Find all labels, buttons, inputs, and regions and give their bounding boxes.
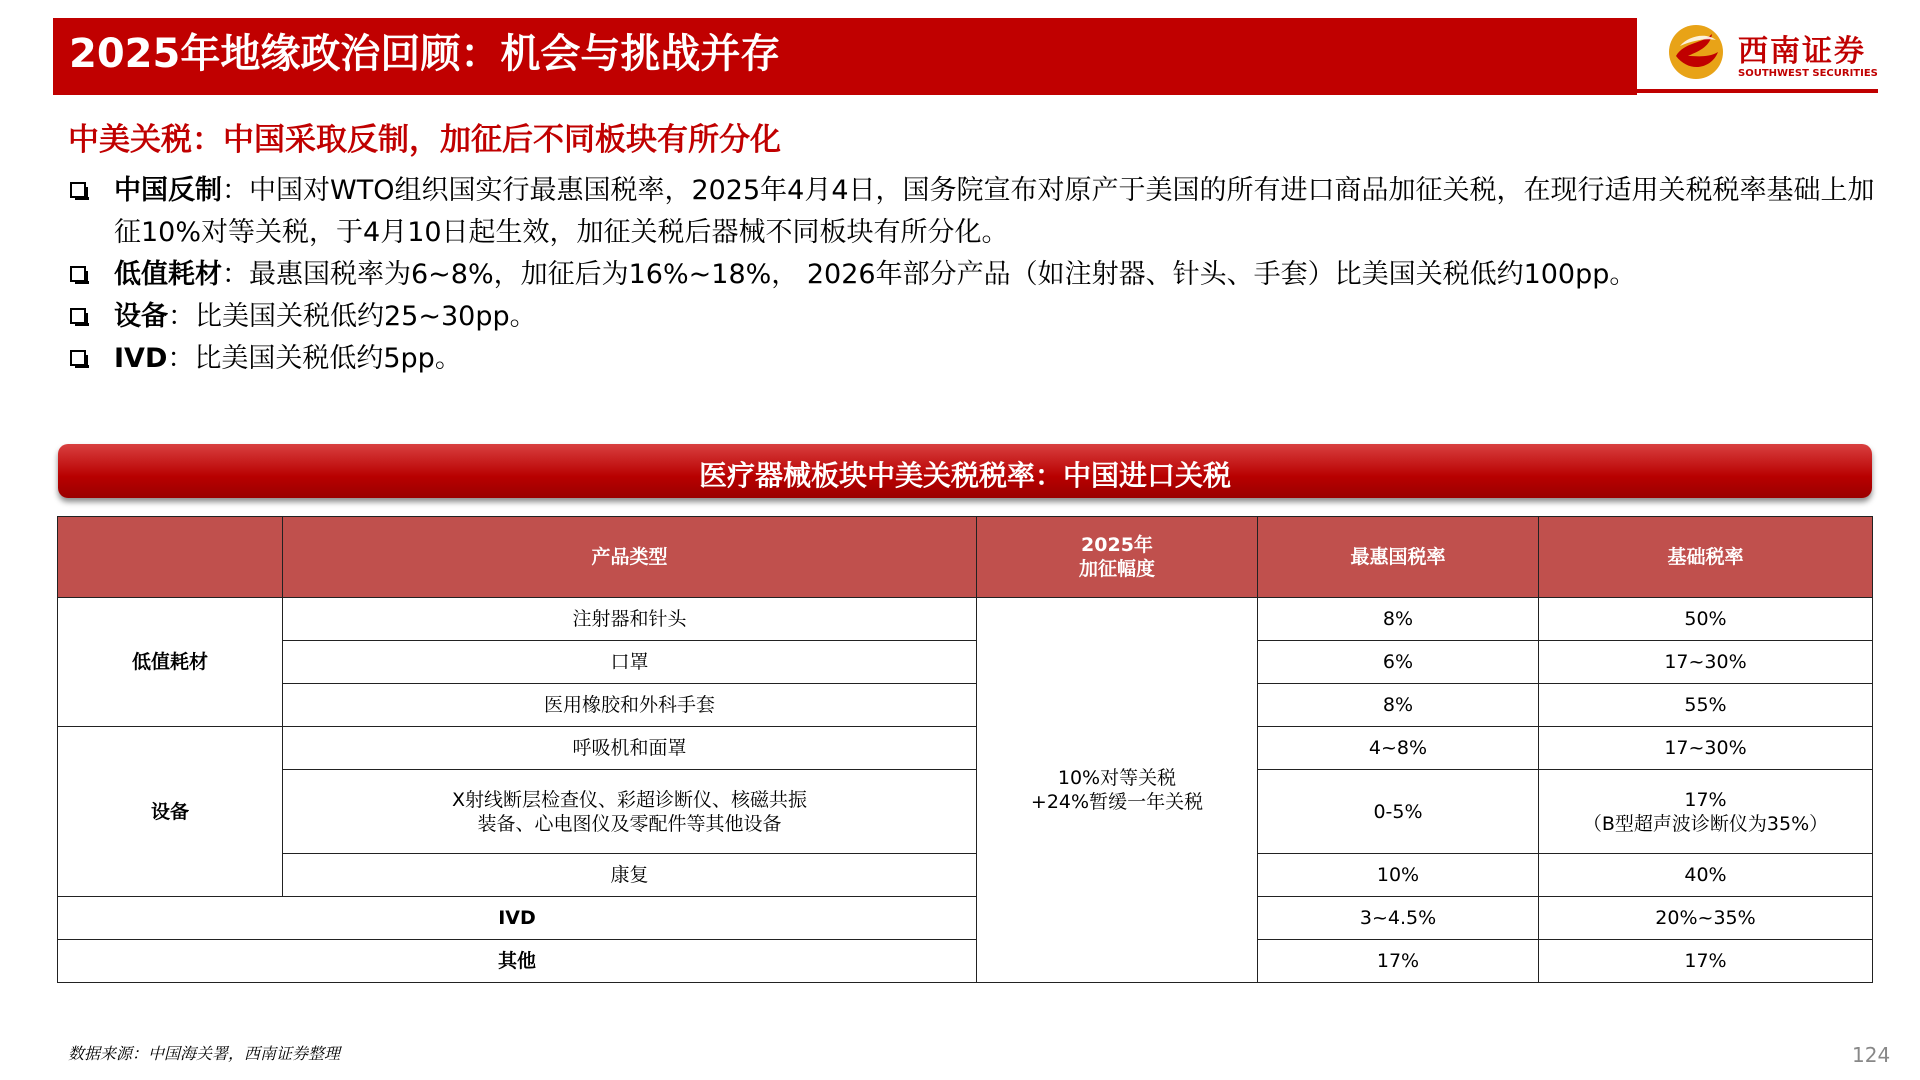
logo-chinese-name: 西南证券 (1738, 34, 1866, 69)
base-cell: 17% (1539, 940, 1873, 983)
checkbox-bullet-icon (70, 308, 86, 324)
table-row (58, 684, 1873, 727)
product-cell: IVD (58, 897, 977, 940)
header-product-type: 产品类型 (283, 517, 977, 598)
section-subtitle: 中美关税：中国采取反制，加征后不同板块有所分化 (68, 122, 781, 158)
base-cell: 17~30% (1539, 727, 1873, 770)
table-header-row (58, 517, 1873, 598)
group-low-value: 低值耗材 (58, 598, 283, 727)
base-cell: 40% (1539, 854, 1873, 897)
logo-mark-icon (1666, 22, 1726, 82)
base-line2: （B型超声波诊断仪为35%） (1582, 812, 1829, 835)
bullet-list (68, 170, 1880, 380)
mfn-cell: 3~4.5% (1258, 897, 1539, 940)
header-mfn-rate: 最惠国税率 (1258, 517, 1539, 598)
product-cell: 注射器和针头 (283, 598, 977, 641)
increase-line1: 10%对等关税 (1057, 767, 1177, 789)
mfn-cell: 4~8% (1258, 727, 1539, 770)
base-cell: 50% (1539, 598, 1873, 641)
bullet-item (68, 170, 1880, 254)
product-cell (283, 770, 977, 854)
product-cell: 医用橡胶和外科手套 (283, 684, 977, 727)
bullet-item (68, 338, 1880, 380)
table-row (58, 940, 1873, 983)
checkbox-bullet-icon (70, 266, 86, 282)
mfn-cell: 10% (1258, 854, 1539, 897)
bullet-text: ：比美国关税低约25~30pp。 (168, 301, 537, 332)
table-banner (58, 444, 1872, 498)
bullet-label: 低值耗材 (114, 259, 222, 290)
title-bar (53, 18, 1637, 95)
product-cell: 其他 (58, 940, 977, 983)
base-line1: 17% (1684, 788, 1727, 811)
mfn-cell: 17% (1258, 940, 1539, 983)
bullet-text: ：中国对WTO组织国实行最惠国税率，2025年4月4日，国务院宣布对原产于美国的所有进口商品加征关税，在现行适用关税税率基础上加征10%对等关税，于4月10日起生效，加征关税后器械不同板块有所分化。 (114, 175, 1875, 248)
bullet-label: IVD (114, 343, 168, 374)
header-category (58, 517, 283, 598)
tariff-table (57, 516, 1873, 983)
table-row (58, 854, 1873, 897)
increase-line2: +24%暂缓一年关税 (1030, 791, 1204, 813)
product-line1: X射线断层检查仪、彩超诊断仪、核磁共振 (451, 788, 808, 811)
checkbox-bullet-icon (70, 182, 86, 198)
logo-english-name: SOUTHWEST SECURITIES (1738, 68, 1878, 79)
bullet-text: ：比美国关税低约5pp。 (167, 343, 462, 374)
product-cell: 口罩 (283, 641, 977, 684)
header-underline (53, 89, 1878, 93)
base-cell: 20%~35% (1539, 897, 1873, 940)
product-cell: 呼吸机和面罩 (283, 727, 977, 770)
table-row (58, 770, 1873, 854)
header-increase-line2: 加征幅度 (1078, 558, 1155, 580)
mfn-cell: 6% (1258, 641, 1539, 684)
base-cell: 17~30% (1539, 641, 1873, 684)
group-equipment: 设备 (58, 727, 283, 897)
header-increase (977, 517, 1258, 598)
table-row (58, 641, 1873, 684)
page-number: 124 (1852, 1043, 1891, 1067)
data-source-note: 数据来源：中国海关署，西南证券整理 (68, 1044, 341, 1063)
page-title: 2025年地缘政治回顾：机会与挑战并存 (69, 31, 781, 77)
bullet-label: 设备 (114, 301, 168, 332)
table-row (58, 727, 1873, 770)
header-increase-line1: 2025年 (1081, 534, 1153, 556)
base-cell (1539, 770, 1873, 854)
header-base-rate: 基础税率 (1539, 517, 1873, 598)
bullet-text: ：最惠国税率为6~8%，加征后为16%~18%， 2026年部分产品（如注射器、针头、手套）比美国关税低约100pp。 (222, 259, 1637, 290)
mfn-cell: 8% (1258, 598, 1539, 641)
product-line2: 装备、心电图仪及零配件等其他设备 (477, 812, 782, 835)
bullet-item (68, 254, 1880, 296)
table-row (58, 598, 1873, 641)
table-banner-title: 医疗器械板块中美关税税率：中国进口关税 (698, 459, 1231, 492)
table-row (58, 897, 1873, 940)
bullet-item (68, 296, 1880, 338)
increase-cell (977, 598, 1258, 983)
bullet-label: 中国反制 (114, 175, 222, 206)
company-logo (1638, 18, 1878, 86)
product-cell: 康复 (283, 854, 977, 897)
mfn-cell: 0-5% (1258, 770, 1539, 854)
base-cell: 55% (1539, 684, 1873, 727)
checkbox-bullet-icon (70, 350, 86, 366)
mfn-cell: 8% (1258, 684, 1539, 727)
